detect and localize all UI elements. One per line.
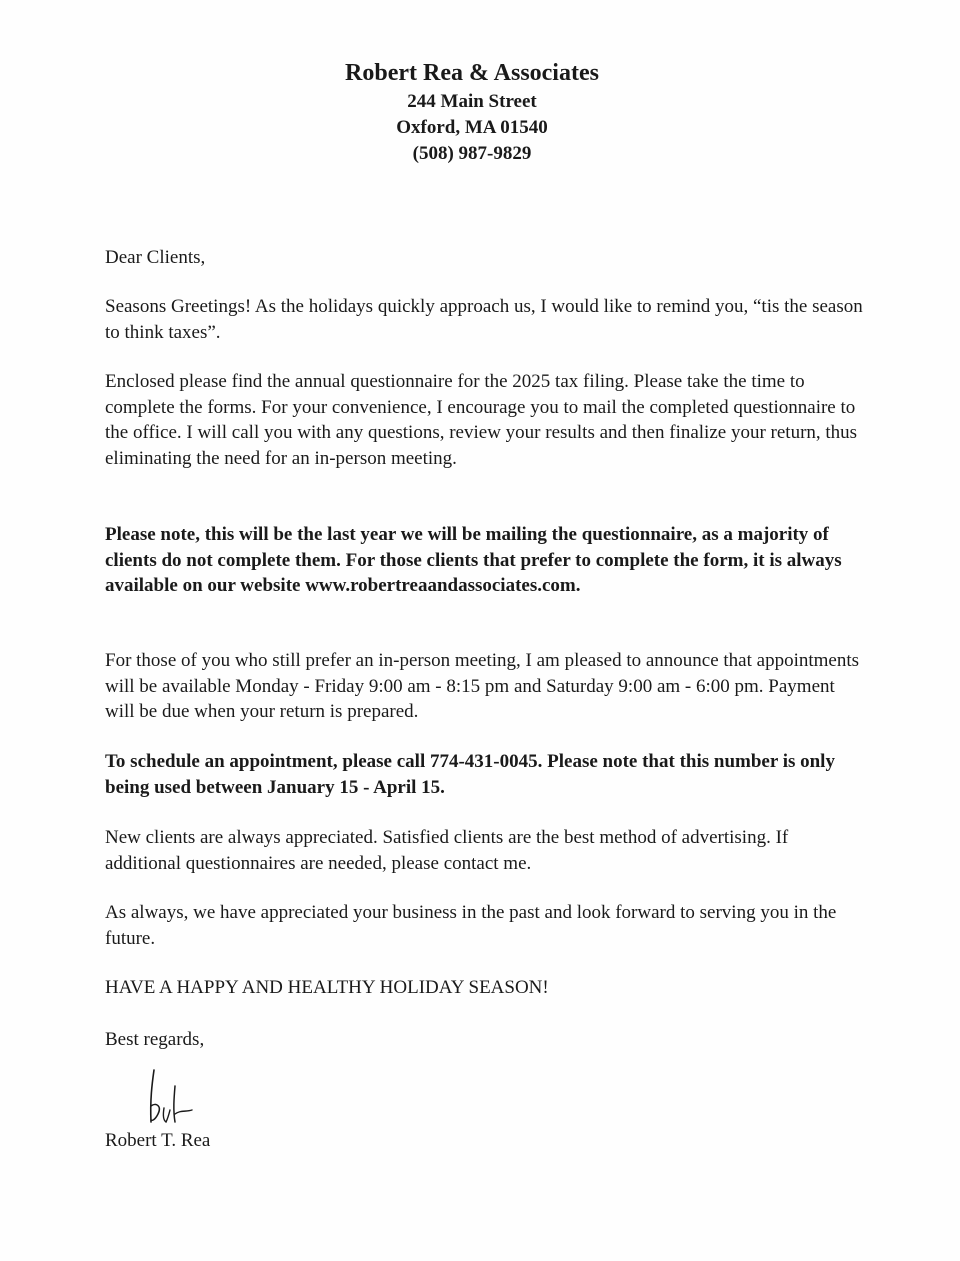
handwritten-signature-icon [142, 1066, 202, 1128]
paragraph-holiday-wishes: HAVE A HAPPY AND HEALTHY HOLIDAY SEASON! [105, 977, 549, 998]
closing: Best regards, [105, 1029, 205, 1050]
letterhead [0, 57, 944, 167]
paragraph-new-clients: New clients are always appreciated. Satisfied clients are the best method of advertising. If additional questionnaires are needed, please contact me. [105, 827, 789, 874]
city-state-zip: Oxford, MA 01540 [396, 117, 548, 138]
street-address: 244 Main Street [407, 91, 537, 112]
salutation: Dear Clients, [105, 247, 206, 268]
paragraph-appreciation: As always, we have appreciated your business in the past and look forward to serving you in the future. [105, 902, 837, 949]
paragraph-schedule-appointment: To schedule an appointment, please call 774-431-0045. Please note that this number is only being used between January 15 - April 15. [105, 751, 835, 798]
paragraph-enclosed-questionnaire: Enclosed please find the annual questionnaire for the 2025 tax filing. Please take the time to complete the forms. For your convenience, I encourage you to mail the completed questionnaire to the office. I will call you with any questions, review your results and then finalize your return, thus eliminating the need for an in-person meeting. [105, 371, 858, 469]
paragraph-greeting: Seasons Greetings! As the holidays quickly approach us, I would like to remind you, “tis the season to think taxes”. [105, 296, 863, 343]
firm-name: Robert Rea & Associates [345, 60, 599, 86]
paragraph-last-year-note: Please note, this will be the last year we will be mailing the questionnaire, as a majority of clients do not complete them. For those clients that prefer to complete the form, it is always available on our website www.robertreaandassociates.com. [105, 524, 842, 596]
paragraph-appointments: For those of you who still prefer an in-person meeting, I am pleased to announce that appointments will be available Monday - Friday 9:00 am - 8:15 pm and Saturday 9:00 am - 6:00 pm. Payment will be due when your return is prepared. [105, 650, 860, 722]
phone-number: (508) 987-9829 [412, 143, 532, 164]
signer-name: Robert T. Rea [105, 1130, 211, 1151]
